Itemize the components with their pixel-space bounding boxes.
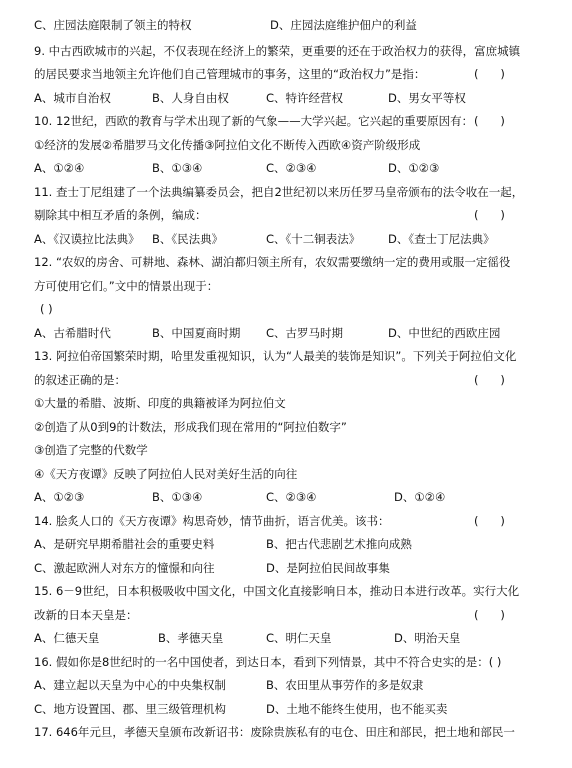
q12-answer-blank: ( ) — [40, 302, 53, 316]
q14-answer-blank: ( ) — [474, 514, 505, 528]
q14-stem: 14. 脍炙人口的《天方夜谭》构思奇妙，情节曲折，语言优美。该书： — [34, 514, 390, 528]
q12-stem-line2: 方可使用它们。”文中的情景出现于： — [34, 279, 219, 293]
q13-statement-1: ①大量的希腊、波斯、印度的典籍被译为阿拉伯文 — [34, 396, 286, 410]
q12-stem-line1: 12. “农奴的房舍、可耕地、森林、湖泊都归领主所有，农奴需要缴纳一定的费用或服一定徭役 — [34, 255, 511, 269]
q10-option-c: C、②③④ — [266, 161, 317, 175]
q16-option-c: C、地方设置国、郡、里三级管理机构 — [34, 702, 227, 716]
q12-option-c: C、古罗马时期 — [266, 326, 344, 340]
q11-option-d: D、《查士丁尼法典》 — [388, 232, 495, 246]
q11-stem-line1: 11. 查士丁尼组建了一个法典编纂委员会，把自2世纪初以来历任罗马皇帝颁布的法令收在一起， — [34, 185, 524, 199]
q9-option-b: B、人身自由权 — [152, 91, 229, 105]
q10-stem: 10. 12世纪，西欧的教育与学术出现了新的气象——大学兴起。它兴起的重要原因有： — [34, 114, 474, 128]
q9-option-c: C、特许经营权 — [266, 91, 344, 105]
q13-statement-3: ③创造了完整的代数学 — [34, 443, 148, 457]
q16-option-a: A、建立起以天皇为中心的中央集权制 — [34, 678, 226, 692]
q9-stem-line1: 9. 中古西欧城市的兴起，不仅表现在经济上的繁荣，更重要的还在于政治权力的获得，富庶城镇 — [34, 44, 521, 58]
q15-option-b: B、孝德天皇 — [158, 631, 224, 645]
q8-option-c: C、庄园法庭限制了领主的特权 — [34, 18, 192, 32]
q12-option-a: A、古希腊时代 — [34, 326, 111, 340]
q12-option-d: D、中世纪的西欧庄园 — [388, 326, 501, 340]
q13-stem-line2: 的叙述正确的是： — [34, 373, 126, 387]
q10-statements: ①经济的发展②希腊罗马文化传播③阿拉伯文化不断传入西欧④资产阶级形成 — [34, 138, 421, 152]
q12-option-b: B、中国夏商时期 — [152, 326, 241, 340]
q15-stem-line1: 15. 6－9世纪，日本积极吸收中国文化，中国文化直接影响日本，推动日本进行改革。实行大化 — [34, 584, 520, 598]
q16-option-b: B、农田里从事劳作的多是奴隶 — [266, 678, 424, 692]
q11-answer-blank: ( ) — [474, 208, 505, 222]
q13-option-d: D、①②④ — [394, 490, 446, 504]
q13-option-a: A、①②③ — [34, 490, 85, 504]
q8-option-d: D、庄园法庭维护佃户的利益 — [270, 18, 417, 32]
q13-option-b: B、①③④ — [152, 490, 203, 504]
q14-option-b: B、把古代悲剧艺术推向成熟 — [266, 537, 412, 551]
q15-stem-line2: 改新的日本天皇是： — [34, 608, 138, 622]
q16-option-d: D、土地不能终生使用，也不能买卖 — [266, 702, 448, 716]
q10-option-d: D、①②③ — [388, 161, 440, 175]
q10-option-a: A、①②④ — [34, 161, 85, 175]
q13-stem-line1: 13. 阿拉伯帝国繁荣时期，哈里发重视知识，认为“人最美的装饰是知识”。下列关于阿拉伯文化 — [34, 349, 517, 363]
q14-option-d: D、是阿拉伯民间故事集 — [266, 561, 390, 575]
q14-option-a: A、是研究早期希腊社会的重要史料 — [34, 537, 215, 551]
q9-option-d: D、男女平等权 — [388, 91, 466, 105]
q13-answer-blank: ( ) — [474, 373, 505, 387]
q17-stem-line1: 17. 646年元旦，孝德天皇颁布改新诏书：废除贵族私有的屯仓、田庄和部民，把土地和部民一 — [34, 725, 515, 739]
q15-option-c: C、明仁天皇 — [266, 631, 332, 645]
q14-option-c: C、激起欧洲人对东方的憧憬和向往 — [34, 561, 215, 575]
q15-option-d: D、明治天皇 — [394, 631, 461, 645]
q15-answer-blank: ( ) — [474, 608, 505, 622]
q11-option-c: C、《十二铜表法》 — [266, 232, 361, 246]
q13-statement-2: ②创造了从0到9的计数法，形成我们现在常用的“阿拉伯数字” — [34, 420, 347, 434]
q11-option-b: B、《民法典》 — [152, 232, 224, 246]
q10-option-b: B、①③④ — [152, 161, 203, 175]
q13-statement-4: ④《天方夜谭》反映了阿拉伯人民对美好生活的向往 — [34, 467, 298, 481]
q13-option-c: C、②③④ — [266, 490, 317, 504]
q10-answer-blank: ( ) — [474, 114, 505, 128]
q11-option-a: A、《汉谟拉比法典》 — [34, 232, 140, 246]
q9-option-a: A、城市自治权 — [34, 91, 111, 105]
q9-answer-blank: ( ) — [474, 67, 505, 81]
q9-stem-line2: 的居民要求当地领主允许他们自己管理城市的事务，这里的“政治权力”是指： — [34, 67, 426, 81]
q16-stem: 16. 假如你是8世纪时的一名中国使者，到达日本，看到下列情景，其中不符合史实的是：( ) — [34, 655, 502, 669]
q15-option-a: A、仁德天皇 — [34, 631, 100, 645]
q11-stem-line2: 剔除其中相互矛盾的条例，编成： — [34, 208, 207, 222]
